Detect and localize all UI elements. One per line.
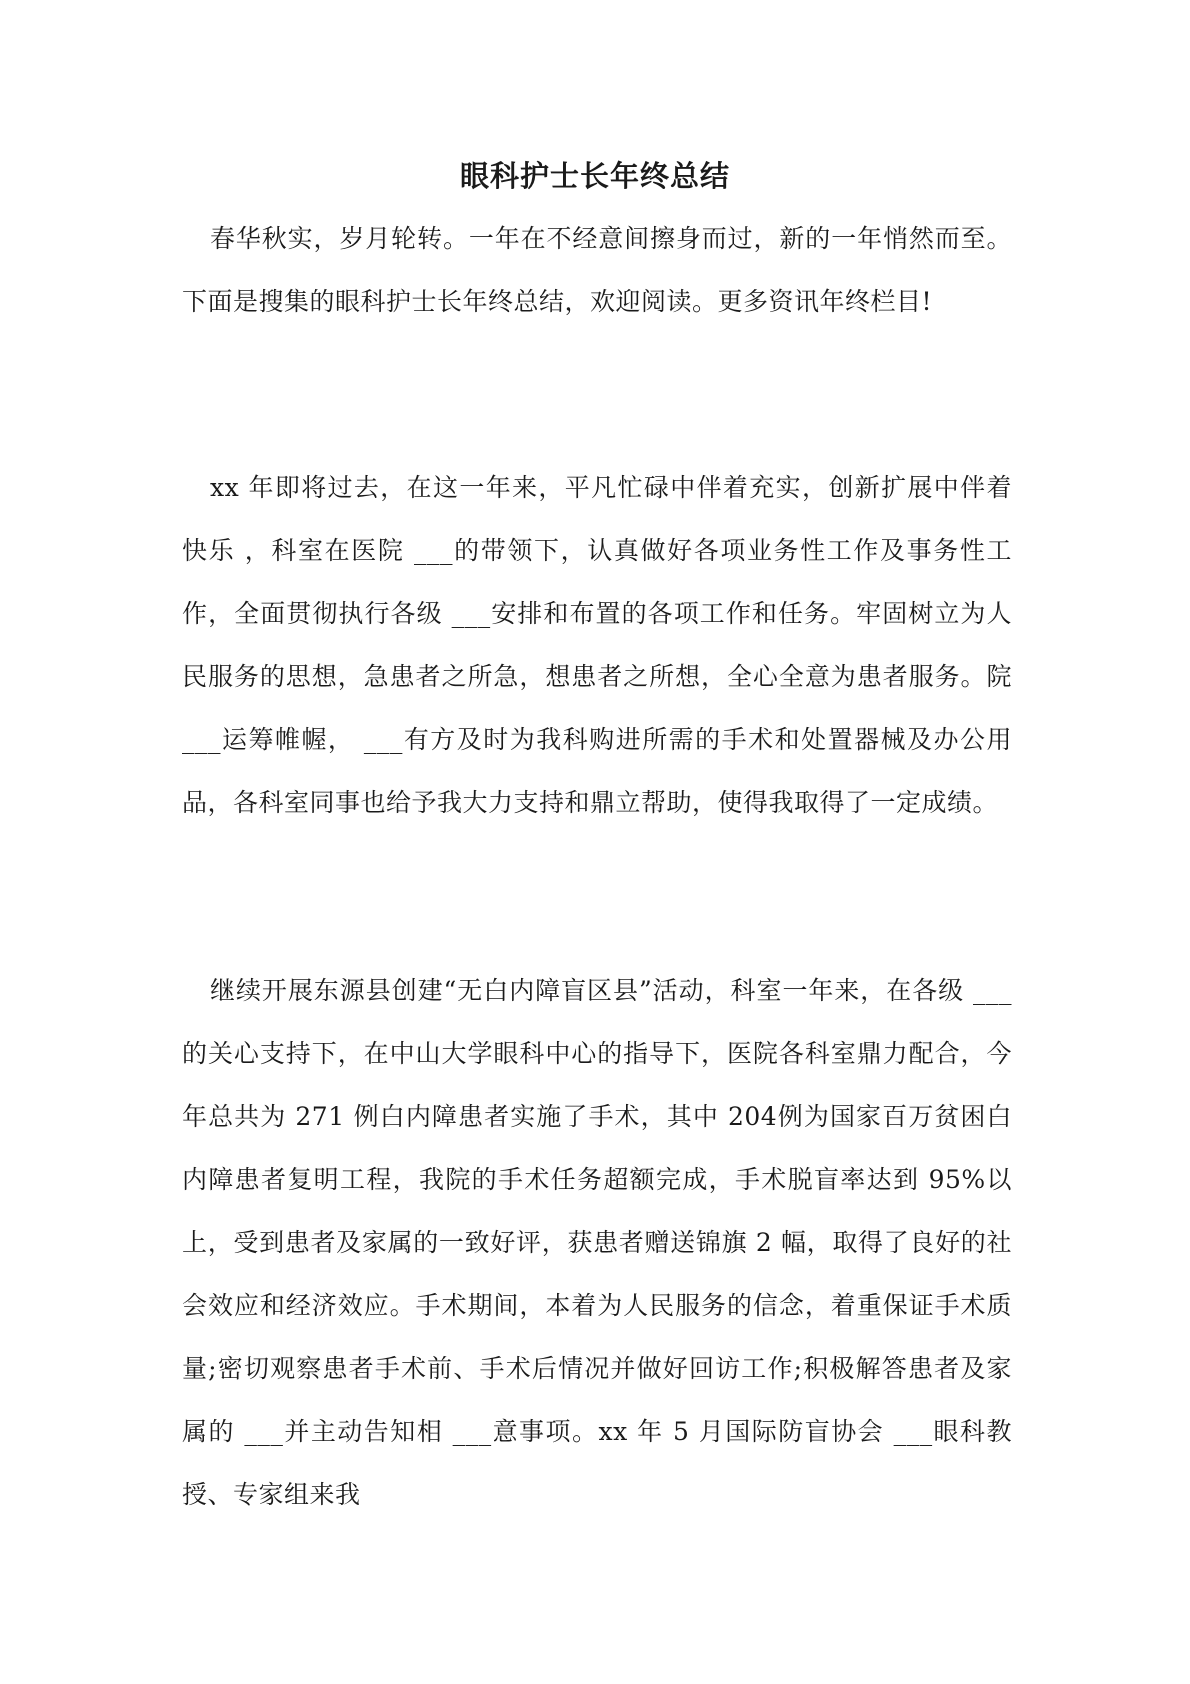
intro-paragraph: 春华秋实，岁月轮转。一年在不经意间擦身而过，新的一年悄然而至。下面是搜集的眼科护士长年终总结，欢迎阅读。更多资讯年终栏目! (182, 224, 1012, 316)
body-paragraph: xx 年即将过去，在这一年来，平凡忙碌中伴着充实，创新扩展中伴着快乐 ，科室在医院 ___的带领下，认真做好各项业务性工作及事务性工作，全面贯彻执行各级 ___安排和布置的各项工作和任务。牢固树立为人民服务的思想，急患者之所急，想患者之所想，全心全意为患者服务。院 ___运筹帷幄， ___有方及时为我科购进所需的手术和处置器械及办公用品，各科室同事也给予我大力支持和鼎立帮助，使得我取得了一定成绩。 (182, 473, 1012, 817)
document-title: 眼科护士长年终总结 (459, 159, 730, 193)
body-paragraph: 继续开展东源县创建“无白内障盲区县”活动，科室一年来，在各级 ___的关心支持下，在中山大学眼科中心的指导下，医院各科室鼎力配合，今年总共为 271 例白内障患者实施了手术，其中 204例为国家百万贫困白内障患者复明工程，我院的手术任务超额完成，手术脱盲率达到 95%以上，受到患者及家属的一致好评，获患者赠送锦旗 2 幅，取得了良好的社会效应和经济效应。手术期间，本着为人民服务的信念，着重保证手术质量;密切观察患者手术前、手术后情况并做好回访工作;积极解答患者及家属的 ___并主动告知相 ___意事项。xx 年 5 月国际防盲协会 ___眼科教授、专家组来我 (182, 976, 1012, 1509)
